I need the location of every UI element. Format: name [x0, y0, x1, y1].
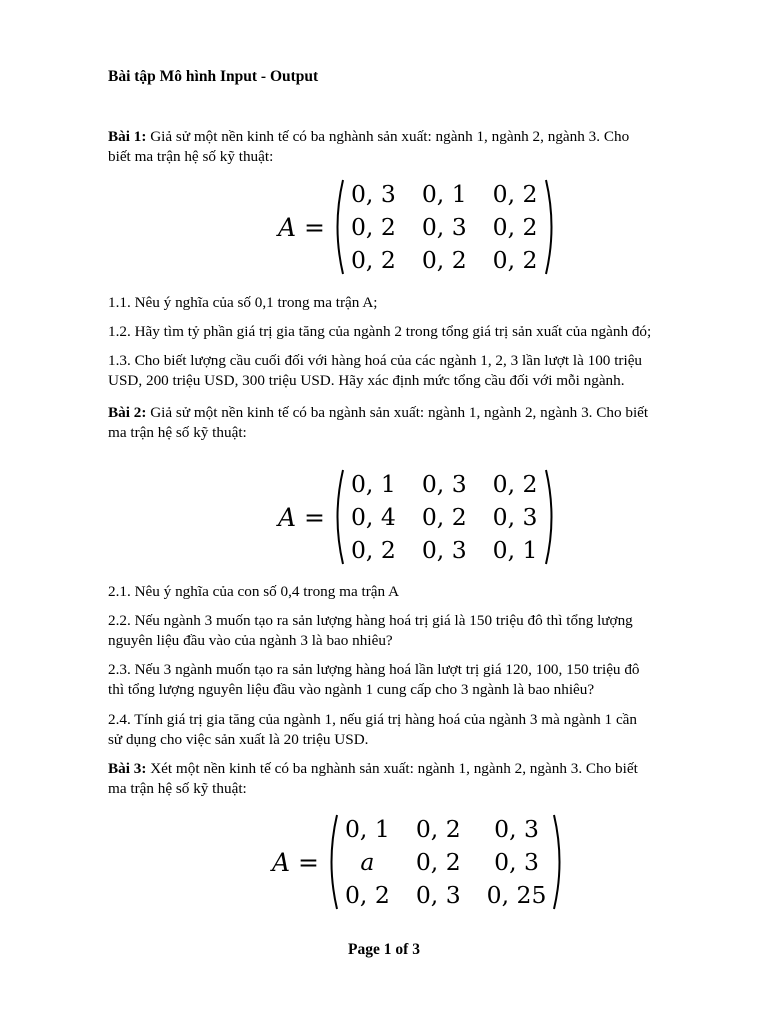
ex1-intro [108, 127, 708, 166]
matrix-cell: 0, 4 [350, 503, 396, 531]
matrix-cell: 0, 3 [494, 815, 539, 843]
ex2-question-2 [108, 611, 728, 650]
ex1-q3-line2: USD, 200 triệu USD, 300 triệu USD. Hãy xác định mức tổng cầu đối với mỗi ngành. [108, 371, 625, 389]
equals-sign: = [296, 212, 325, 242]
matrix-cell: 0, 2 [415, 815, 461, 843]
ex2-question-1: 2.1. Nêu ý nghĩa của con số 0,4 trong ma trận A [108, 583, 400, 600]
total-pages-number: 3 [412, 941, 420, 958]
matrix-variable: A [278, 212, 297, 242]
right-paren-icon [544, 468, 558, 566]
matrix-cell: 0, 3 [421, 536, 467, 564]
matrix-cell: 0, 3 [415, 881, 461, 909]
matrix-cell: 0, 1 [421, 180, 467, 208]
ex3-intro [108, 759, 728, 798]
matrix-cell: 0, 2 [492, 213, 538, 241]
ex2-intro [108, 403, 728, 442]
ex2-label: Bài 2: [108, 404, 147, 421]
equals-sign: = [296, 502, 325, 532]
left-paren-icon [331, 468, 345, 566]
matrix-cell: 0, 3 [494, 848, 539, 876]
matrix-variable: A [278, 502, 297, 532]
matrix-cell: 0, 3 [350, 180, 396, 208]
matrix-cell: 0, 2 [421, 503, 467, 531]
matrix-cell: 0, 3 [421, 213, 467, 241]
right-paren-icon [552, 813, 566, 911]
ex2-q4-line2: sử dụng cho việc sản xuất là 20 triệu USD. [108, 730, 369, 748]
matrix-cell: 0, 2 [350, 213, 396, 241]
ex1-intro-line1: Giả sử một nền kinh tế có ba nghành sản xuất: ngành 1, ngành 2, ngành 3. Cho [146, 128, 630, 145]
matrix-cell: 0, 25 [486, 881, 547, 909]
ex2-matrix [278, 465, 558, 569]
ex3-matrix [272, 810, 566, 914]
matrix-cell: 0, 1 [492, 536, 538, 564]
equals-sign: = [290, 847, 319, 877]
ex2-intro-line1: Giả sử một nền kinh tế có ba ngành sản xuất: ngành 1, ngành 2, ngành 3. Cho biết [146, 404, 649, 421]
matrix-cell: a [360, 848, 375, 876]
matrix-cell: 0, 2 [492, 180, 538, 208]
matrix-grid [339, 814, 552, 910]
matrix-cell: 0, 1 [344, 815, 390, 843]
right-paren-icon [544, 178, 558, 276]
matrix-grid [345, 469, 544, 565]
current-page-number: 1 [383, 941, 392, 958]
matrix-cell: 0, 1 [350, 470, 396, 498]
of-word: of [391, 941, 413, 958]
ex1-question-2: 1.2. Hãy tìm tỷ phần giá trị gia tăng của ngành 2 trong tổng giá trị sản xuất của ngành đó; [108, 323, 652, 340]
ex3-intro-line1: Xét một nền kinh tế có ba nghành sản xuất: ngành 1, ngành 2, ngành 3. Cho biết [146, 760, 638, 777]
page-word: Page [348, 941, 384, 958]
ex1-q3-line1: 1.3. Cho biết lượng cầu cuối đối với hàng hoá của các ngành 1, 2, 3 lần lượt là 100 triệu [108, 352, 643, 369]
ex2-question-3 [108, 660, 728, 699]
matrix-cell: 0, 2 [344, 881, 390, 909]
matrix-grid [345, 179, 544, 275]
ex1-intro-line2: biết ma trận hệ số kỹ thuật: [108, 147, 274, 165]
ex3-intro-line2: ma trận hệ số kỹ thuật: [108, 779, 247, 797]
matrix-cell: 0, 3 [421, 470, 467, 498]
page-footer [0, 941, 768, 959]
ex1-matrix [278, 175, 558, 279]
matrix-cell: 0, 2 [421, 246, 467, 274]
ex2-q3-line1: 2.3. Nếu 3 ngành muốn tạo ra sản lượng hàng hoá lần lượt trị giá 120, 100, 150 triệu đô [108, 661, 640, 678]
ex1-question-3 [108, 351, 728, 390]
ex1-label: Bài 1: [108, 128, 147, 145]
ex2-intro-line2: ma trận hệ số kỹ thuật: [108, 423, 247, 441]
ex2-q3-line2: thì tổng lượng nguyên liệu đầu vào ngành 1 cung cấp cho 3 ngành là bao nhiêu? [108, 680, 595, 698]
ex3-label: Bài 3: [108, 760, 147, 777]
matrix-cell: 0, 2 [350, 246, 396, 274]
matrix-cell: 0, 2 [415, 848, 461, 876]
left-paren-icon [325, 813, 339, 911]
matrix-variable: A [272, 847, 291, 877]
ex2-q4-line1: 2.4. Tính giá trị gia tăng của ngành 1, nếu giá trị hàng hoá của ngành 3 mà ngành 1 cần [108, 711, 638, 728]
ex2-q2-line2: nguyên liệu đầu vào của ngành 3 là bao nhiêu? [108, 631, 393, 649]
matrix-cell: 0, 2 [492, 246, 538, 274]
ex1-question-1: 1.1. Nêu ý nghĩa của số 0,1 trong ma trận A; [108, 294, 378, 311]
left-paren-icon [331, 178, 345, 276]
matrix-cell: 0, 2 [350, 536, 396, 564]
document-title: Bài tập Mô hình Input - Output [108, 68, 319, 85]
matrix-cell: 0, 3 [492, 503, 538, 531]
ex2-q2-line1: 2.2. Nếu ngành 3 muốn tạo ra sản lượng hàng hoá trị giá là 150 triệu đô thì tổng lượng [108, 612, 633, 629]
matrix-cell: 0, 2 [492, 470, 538, 498]
ex2-question-4 [108, 710, 728, 749]
